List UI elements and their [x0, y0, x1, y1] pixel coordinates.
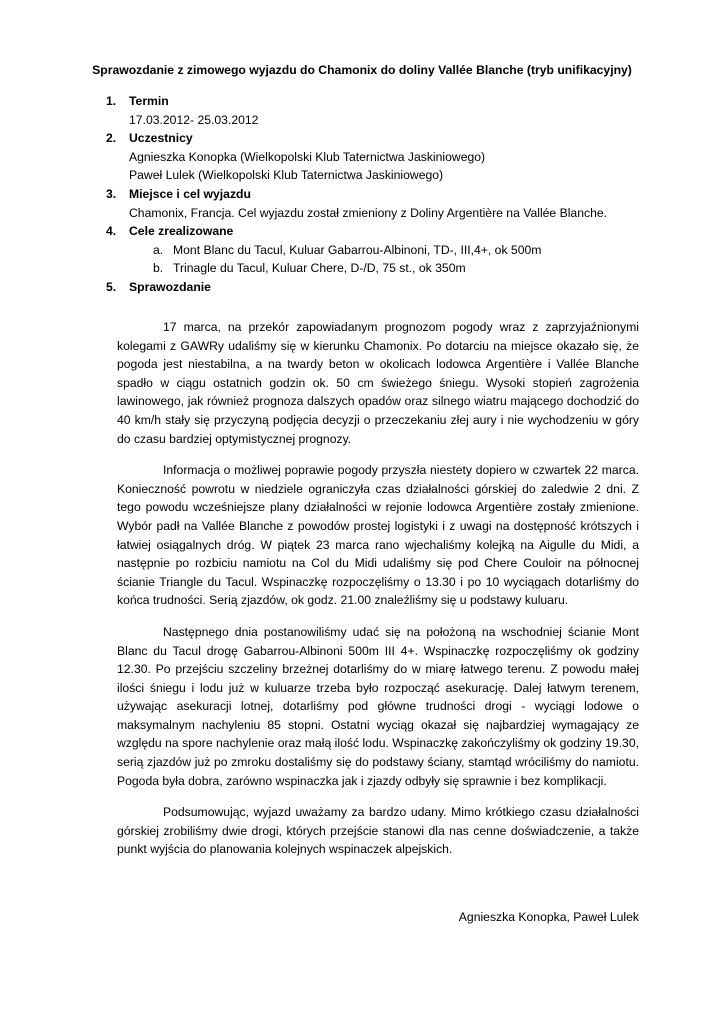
section-cele: [106, 222, 646, 278]
section-number: 2.: [106, 131, 117, 146]
report-paragraph: Następnego dnia postanowiliśmy udać się na położoną na wschodniej ścianie Mont Blanc du Tacul drogę Gabarrou-Albinoni 500m III 4+. Wspinaczkę rozpoczęliśmy ok godziny 12.30. Po przejściu szczeliny brzeżnej dotarliśmy do w miarę łatwego terenu. Z powodu małej ilości śniegu i lodu już w kuluarze trzeba było rozpocząć asekurację. Dalej łatwym terenem, używając asekuracji lotnej, dotarliśmy pod główne trudności drogi - wyciągi lodowe o maksymalnym nachyleniu 85 stopni. Ostatni wyciąg okazał się najbardziej wymagający ze względu na spore nachylenie oraz małą ilość lodu. Wspinaczkę zakończyliśmy ok godziny 19.30, serią zjazdów już po zmroku dostaliśmy się do podstawy ściany, stamtąd wróciliśmy do namiotu. Pogoda była dobra, zarówno wspinaczka jak i zjazdy odbyły się sprawnie i bez komplikacji.: [117, 624, 639, 788]
section-line: Paweł Lulek (Wielkopolski Klub Taternictwa Jaskiniowego): [129, 168, 444, 183]
section-heading: Termin: [129, 94, 169, 108]
section-number: 1.: [106, 94, 117, 108]
document-title: Sprawozdanie z zimowego wyjazdu do Chamonix do doliny Vallée Blanche (tryb unifikacyjny): [92, 63, 632, 77]
section-sprawozdanie: [106, 278, 646, 297]
goal-text: Trinagle du Tacul, Kuluar Chere, D-/D, 75 st., ok 350m: [173, 261, 466, 276]
section-uczestnicy: [106, 129, 646, 185]
report-paragraph: Podsumowując, wyjazd uważamy za bardzo udany. Mimo krótkiego czasu działalności górskiej zrobiliśmy dwie drogi, których przejście stanowi dla nas cenne doświadczenie, a także punkt wyjścia do planowania kolejnych wspinaczek alpejskich.: [117, 805, 639, 857]
section-heading: Miejsce i cel wyjazdu: [129, 186, 251, 201]
section-number: 3.: [106, 186, 117, 201]
section-miejsce: [106, 185, 646, 222]
goal-list: [106, 241, 646, 278]
section-heading: Cele zrealizowane: [129, 224, 234, 239]
section-number: 4.: [106, 224, 117, 239]
report-paragraph: Informacja o możliwej poprawie pogody przyszła niestety dopiero w czwartek 22 marca. Konieczność powrotu w niedziele ograniczyła czas działalności górskiej do zaledwie 2 dni. Z tego powodu wcześniejsze plany działalności w rejonie lodowca Argentière zostały zmienione. Wybór padł na Vallée Blanche z powodów prostej logistyki i z uwagi na dostępność krótszych i łatwiej osiągalnych dróg. W piątek 23 marca rano wjechaliśmy kolejką na Aigulle du Midi, a następnie po rozbiciu namiotu na Col du Midi udaliśmy się pod Chere Couloir na północnej ścianie Triangle du Tacul. Wspinaczkę rozpoczęliśmy o 13.30 i po 10 wyciągach dotarliśmy do końca trudności. Serią zjazdów, ok godz. 21.00 znaleźliśmy się u podstawy kuluaru.: [117, 463, 639, 608]
report-paragraph: 17 marca, na przekór zapowiadanym prognozom pogody wraz z zaprzyjaźnionymi kolegami z GAWRy udaliśmy się w kierunku Chamonix. Po dotarciu na miejsce okazało się, że pogoda jest niestabilna, a na twardy beton w okolicach lodowca Argentière i Vallée Blanche spadło w ciągu ostatnich godzin ok. 50 cm świeżego śniegu. Wysoki stopień zagrożenia lawinowego, jak również prognoza dalszych opadów oraz silnego wiatru mającego dochodzić do 40 km/h stały się przyczyną podjęcia decyzji o przeczekaniu złej aury i nie wychodzeniu w góry do czasu bardziej optymistycznej prognozy.: [117, 320, 639, 446]
goal-item: [153, 241, 646, 260]
goal-text: Mont Blanc du Tacul, Kuluar Gabarrou-Albinoni, TD-, III,4+, ok 500m: [173, 242, 542, 257]
section-termin: [106, 92, 646, 129]
section-list: [106, 92, 646, 297]
section-line: Agnieszka Konopka (Wielkopolski Klub Taternictwa Jaskiniowego): [129, 149, 486, 164]
section-heading: Uczestnicy: [129, 131, 193, 146]
section-number: 5.: [106, 279, 117, 294]
goal-letter: a.: [153, 242, 164, 257]
goal-letter: b.: [153, 261, 164, 276]
section-line: 17.03.2012- 25.03.2012: [129, 112, 259, 127]
signature: Agnieszka Konopka, Paweł Lulek: [458, 910, 639, 924]
section-line: Chamonix, Francja. Cel wyjazdu został zmieniony z Doliny Argentière na Vallée Blanche.: [129, 205, 608, 220]
section-heading: Sprawozdanie: [129, 279, 211, 294]
goal-item: [153, 259, 646, 278]
report-body: [117, 318, 639, 872]
